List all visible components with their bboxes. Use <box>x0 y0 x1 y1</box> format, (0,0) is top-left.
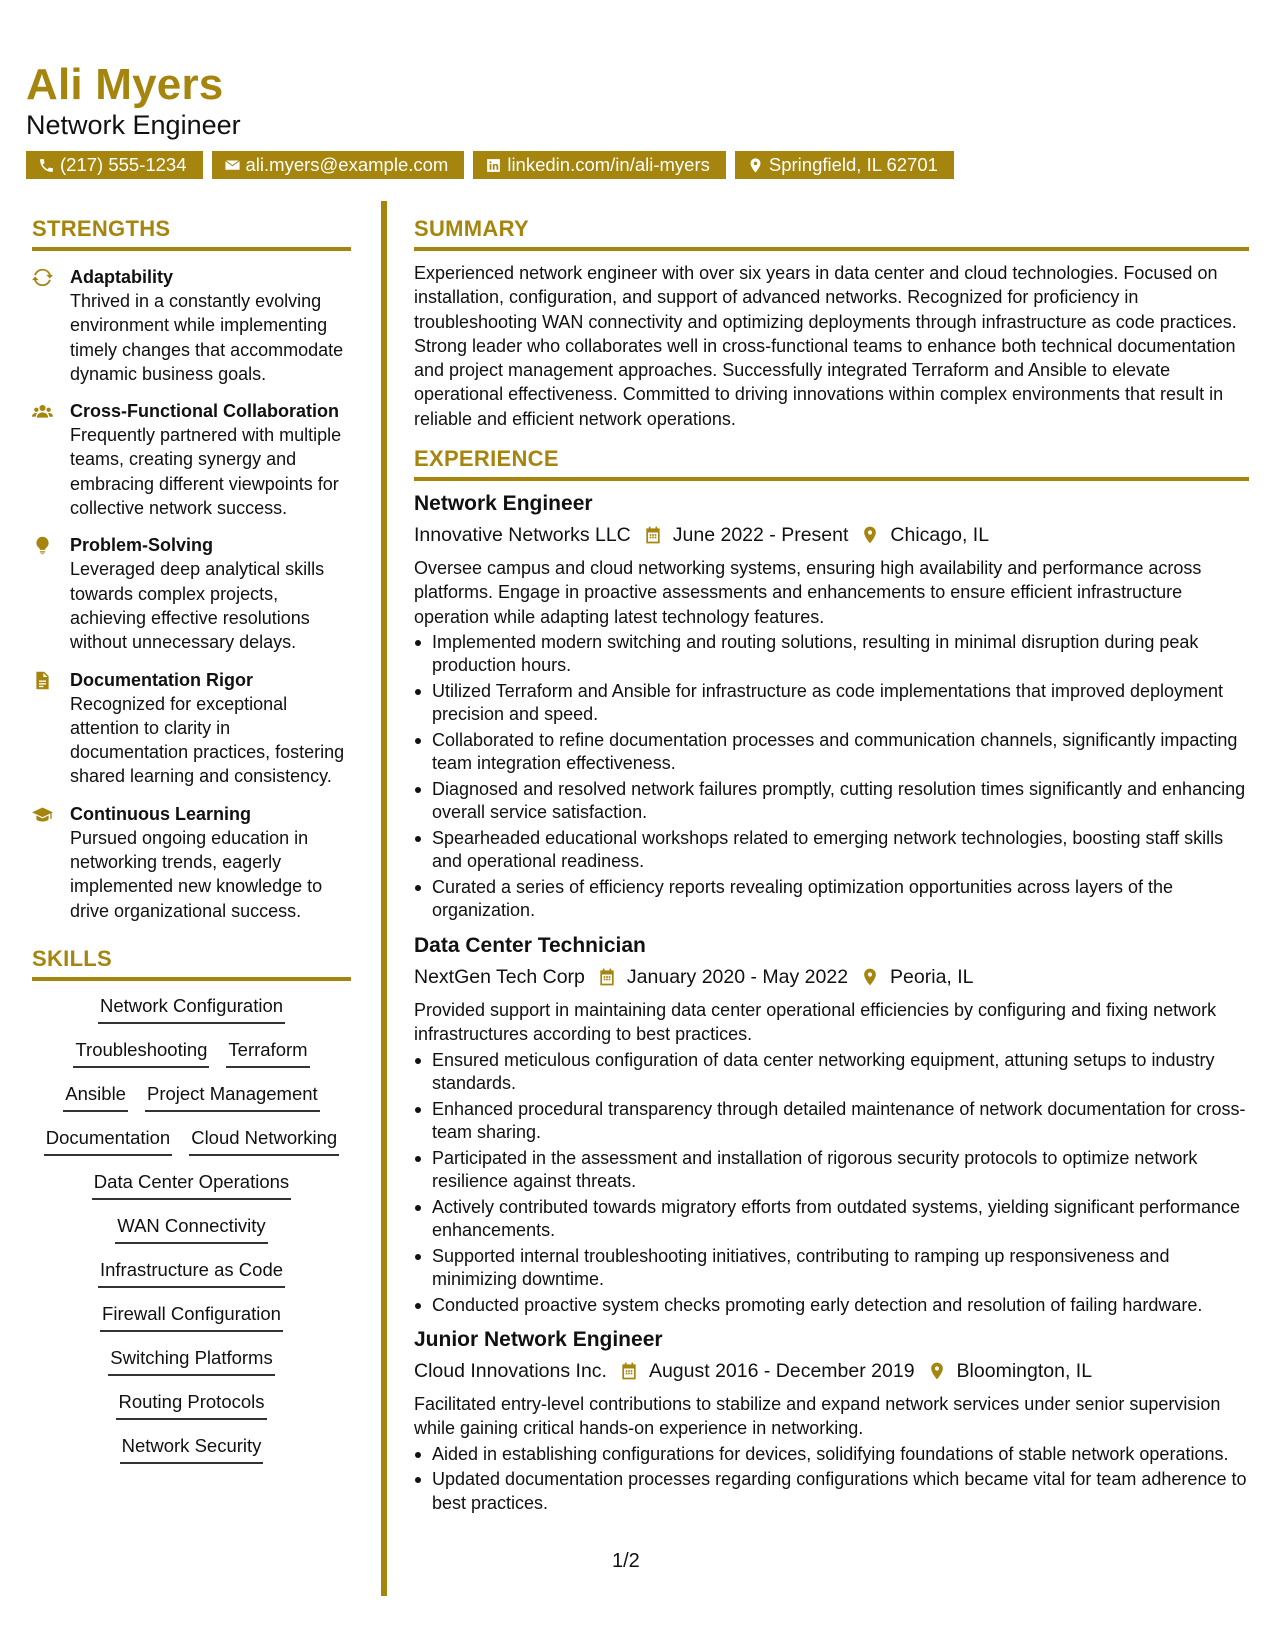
contact-bar <box>26 151 954 179</box>
email-text: ali.myers@example.com <box>245 154 449 176</box>
map-pin-icon <box>860 967 880 987</box>
strengths-list <box>32 265 351 923</box>
job-company: NextGen Tech Corp <box>414 965 585 988</box>
experience-heading: EXPERIENCE <box>414 446 1249 481</box>
calendar-icon <box>643 525 663 545</box>
refresh-icon <box>32 267 53 288</box>
left-column <box>32 216 351 1464</box>
phone-icon <box>38 157 55 174</box>
job-dates: August 2016 - December 2019 <box>648 1360 915 1383</box>
skill-tag: Network Security <box>120 1433 264 1464</box>
bullet-item: Enhanced procedural transparency through detailed maintenance of network documentation for cross-team sharing. <box>414 1098 1249 1145</box>
job-bullets <box>414 1049 1249 1318</box>
skill-tag: Documentation <box>44 1125 172 1156</box>
contact-phone[interactable] <box>26 151 203 179</box>
skill-tag: Cloud Networking <box>189 1125 339 1156</box>
skill-tag: Routing Protocols <box>116 1389 266 1420</box>
bullet-item: Curated a series of efficiency reports revealing optimization opportunities across layers of the organization. <box>414 876 1249 923</box>
resume-header <box>26 62 954 179</box>
job-entry <box>414 932 1249 1317</box>
job-dates: January 2020 - May 2022 <box>626 965 849 988</box>
skill-row <box>38 993 345 1024</box>
skill-tag: Terraform <box>226 1037 309 1068</box>
strength-title: Problem-Solving <box>70 535 214 556</box>
contact-location <box>735 151 954 179</box>
contact-linkedin[interactable] <box>473 151 726 179</box>
bullet-item: Actively contributed towards migratory efforts from outdated systems, yielding significant performance enhancements. <box>414 1196 1249 1243</box>
contact-email[interactable] <box>212 151 465 179</box>
page-number: 1/2 <box>612 1550 640 1572</box>
strength-title: Continuous Learning <box>70 803 251 824</box>
skill-row <box>38 1257 345 1288</box>
bullet-item: Conducted proactive system checks promoting early detection and resolution of failing hardware. <box>414 1294 1249 1318</box>
job-company: Cloud Innovations Inc. <box>414 1360 607 1383</box>
skill-row <box>38 1345 345 1376</box>
location-text: Springfield, IL 62701 <box>768 154 938 176</box>
strength-item <box>32 668 351 789</box>
job-description: Facilitated entry-level contributions to stabilize and expand network services under senior supervision while gaining critical hands-on experience in networking. <box>414 1394 1221 1439</box>
skill-tag: WAN Connectivity <box>115 1213 267 1244</box>
skill-tag: Switching Platforms <box>108 1345 274 1376</box>
users-icon <box>32 401 53 422</box>
skill-row <box>38 1389 345 1420</box>
skill-tag: Firewall Configuration <box>100 1301 283 1332</box>
bullet-item: Ensured meticulous configuration of data center networking equipment, attuning setups to industry standards. <box>414 1049 1249 1096</box>
job-company: Innovative Networks LLC <box>414 524 631 547</box>
strength-title: Adaptability <box>70 267 174 287</box>
skill-tag: Troubleshooting <box>73 1037 209 1068</box>
strength-desc: Recognized for exceptional attention to clarity in documentation practices, fostering shared learning and consistency. <box>70 693 345 787</box>
job-title: Network Engineer <box>414 492 593 516</box>
summary-heading: SUMMARY <box>414 216 1249 251</box>
strength-title: Documentation Rigor <box>70 669 253 690</box>
column-divider <box>381 201 387 1596</box>
skill-tag: Data Center Operations <box>92 1169 291 1200</box>
document-icon <box>32 670 53 691</box>
graduation-cap-icon <box>32 804 53 825</box>
bullet-item: Collaborated to refine documentation processes and communication channels, significantly impacting team integration effectiveness. <box>414 729 1249 776</box>
job-bullets <box>414 1443 1249 1516</box>
skill-row <box>38 1213 345 1244</box>
skill-tag: Network Configuration <box>98 993 285 1024</box>
right-column <box>414 216 1249 1517</box>
job-meta <box>414 522 1249 548</box>
job-meta <box>414 1358 1249 1384</box>
job-title: Junior Network Engineer <box>414 1328 663 1352</box>
strengths-heading: STRENGTHS <box>32 216 351 251</box>
calendar-icon <box>597 967 617 987</box>
bullet-item: Spearheaded educational workshops related to emerging network technologies, boosting staff skills and operational readiness. <box>414 827 1249 874</box>
skill-row <box>38 1169 345 1200</box>
skill-tag: Project Management <box>145 1081 320 1112</box>
job-location: Bloomington, IL <box>956 1360 1093 1383</box>
bullet-item: Diagnosed and resolved network failures promptly, cutting resolution times significantly and enhancing overall service satisfaction. <box>414 778 1249 825</box>
strength-desc: Pursued ongoing education in networking trends, eagerly implemented new knowledge to drive organizational success. <box>70 827 323 921</box>
strength-title: Cross-Functional Collaboration <box>70 401 340 422</box>
job-entry <box>414 1326 1249 1515</box>
map-pin-icon <box>860 525 880 545</box>
skill-tag: Infrastructure as Code <box>98 1257 285 1288</box>
phone-text: (217) 555-1234 <box>60 154 187 176</box>
linkedin-icon <box>485 157 502 174</box>
bullet-item: Utilized Terraform and Ansible for infrastructure as code implementations that improved deployment precision and speed. <box>414 680 1249 727</box>
strength-desc: Frequently partnered with multiple teams, creating synergy and embracing different viewpoints for collective network success. <box>70 425 342 519</box>
skills-heading: SKILLS <box>32 946 351 981</box>
candidate-name: Ali Myers <box>26 60 224 109</box>
job-description: Oversee campus and cloud networking systems, ensuring high availability and performance across platforms. Engage in proactive assessments and enhancements to ensure efficient infrastructure operation while adapting latest technology features. <box>414 558 1202 627</box>
summary-text: Experienced network engineer with over six years in data center and cloud technologies. Focused on installation, configuration, and support of advanced networks. Recognized for proficiency in troubleshooting WAN connectivity and optimizing deployments through infrastructure as code practices. Strong leader who collaborates well in cross-functional teams to enhance both technical documentation and project management approaches. Successfully integrated Terraform and Ansible to elevate operational effectiveness. Committed to driving innovations within complex environments that result in reliable and efficient network operations. <box>414 263 1237 429</box>
skills-list <box>32 993 351 1464</box>
candidate-title: Network Engineer <box>26 110 241 141</box>
calendar-icon <box>619 1361 639 1381</box>
job-description: Provided support in maintaining data center operational efficiencies by configuring and fixing network infrastructures according to best practices. <box>414 999 1217 1045</box>
skill-tag: Ansible <box>63 1081 128 1112</box>
strength-item <box>32 265 351 386</box>
job-bullets <box>414 631 1249 923</box>
strength-item <box>32 399 351 520</box>
skill-row <box>38 1301 345 1332</box>
job-entry <box>414 490 1249 923</box>
job-location: Chicago, IL <box>890 524 990 547</box>
bullet-item: Participated in the assessment and installation of rigorous security protocols to optimize network resilience against threats. <box>414 1147 1249 1194</box>
strength-item <box>32 533 351 654</box>
linkedin-text: linkedin.com/in/ali-myers <box>507 154 710 176</box>
strength-desc: Leveraged deep analytical skills towards complex projects, achieving effective resolutions without unnecessary delays. <box>70 559 325 653</box>
bullet-item: Updated documentation processes regarding configurations which became vital for team adherence to best practices. <box>414 1468 1249 1515</box>
skill-row <box>38 1433 345 1464</box>
map-pin-icon <box>747 157 764 174</box>
bullet-item: Implemented modern switching and routing solutions, resulting in minimal disruption during peak production hours. <box>414 631 1249 678</box>
job-title: Data Center Technician <box>414 933 646 957</box>
strength-item <box>32 802 351 923</box>
envelope-icon <box>224 157 241 174</box>
job-location: Peoria, IL <box>890 965 974 988</box>
job-dates: June 2022 - Present <box>672 524 849 547</box>
lightbulb-icon <box>32 535 53 556</box>
strength-desc: Thrived in a constantly evolving environment while implementing timely changes that accommodate dynamic business goals. <box>70 291 344 384</box>
bullet-item: Aided in establishing configurations for devices, solidifying foundations of stable network operations. <box>414 1443 1249 1467</box>
bullet-item: Supported internal troubleshooting initiatives, contributing to ramping up responsiveness and minimizing downtime. <box>414 1245 1249 1292</box>
map-pin-icon <box>927 1361 947 1381</box>
job-meta <box>414 964 1249 990</box>
